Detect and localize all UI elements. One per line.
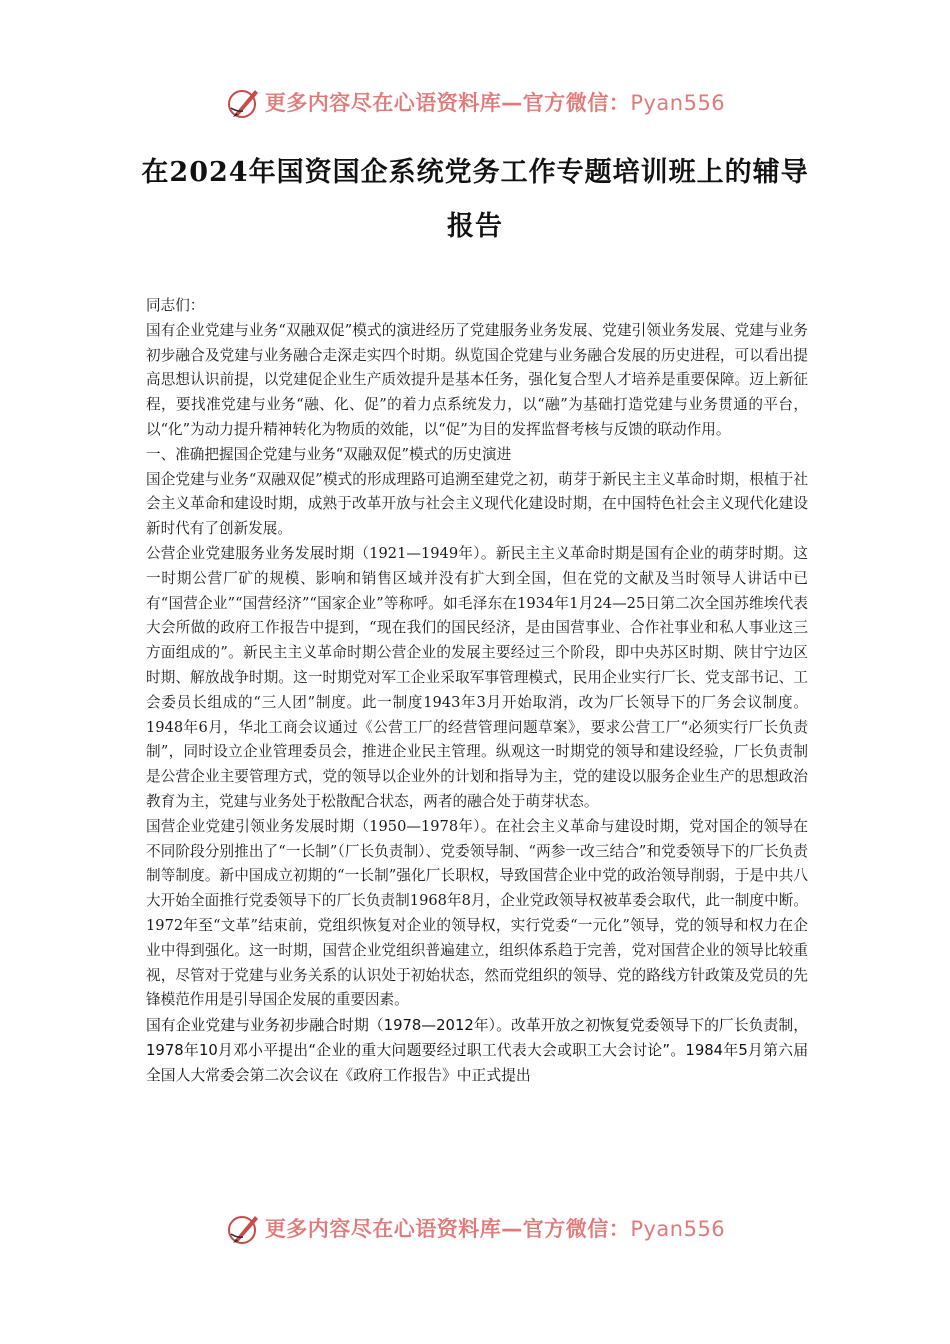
- quill-pen-logo-icon: [225, 84, 261, 120]
- body-paragraph: 国有企业党建与业务初步融合时期（1978—2012年）。改革开放之初恢复党委领导下的厂长负责制，1978年10月邓小平提出“企业的重大问题要经过职工代表大会或职工大会讨论”。1984年5月第六届全国人大常委会第二次会议在《政府工作报告》中正式提出: [146, 1017, 808, 1085]
- banner-text: 更多内容尽在心语资料库—官方微信：Pyan556: [264, 91, 726, 115]
- body-paragraph: 公营企业党建服务业务发展时期（1921—1949年）。新民主主义革命时期是国有企业的萌芽时期。这一时期公营厂矿的规模、影响和销售区域并没有扩大到全国，但在党的文献及当时领导人讲话中已有“国营企业”“国营经济”“国家企业”等称呼。如毛泽东在1934年1月24—25日第二次全国苏维埃代表大会所做的政府工作报告中提到，“现在我们的国民经济，是由国营事业、合作社事业和私人事业这三方面组成的”。新民主主义革命时期公营企业的发展主要经过三个阶段，即中央苏区时期、陕甘宁边区时期、解放战争时期。这一时期党对军工企业采取军事管理模式，民用企业实行厂长、党支部书记、工会委员长组成的“三人团”制度。此一制度1943年3月开始取消，改为厂长领导下的厂务会议制度。1948年6月，华北工商会议通过《公营工厂的经营管理问题草案》，要求公营工厂“必须实行厂长负责制”，同时设立企业管理委员会，推进企业民主管理。纵观这一时期党的领导和建设经验，厂长负责制是公营企业主要管理方式，党的领导以企业外的计划和指导为主，党的建设以服务企业生产的思想政治教育为主，党建与业务处于松散配合状态，两者的融合处于萌芽状态。: [146, 544, 808, 810]
- document-title: 在2024年国资国企系统党务工作专题培训班上的辅导报告: [141, 157, 809, 242]
- intro-paragraph: 国有企业党建与业务“双融双促”模式的演进经历了党建服务业务发展、党建引领业务发展、党建与业务初步融合及党建与业务融合走深走实四个时期。纵览国企党建与业务融合发展的历史进程，可以看出提高思想认识前提，以党建促企业生产质效提升是基本任务，强化复合型人才培养是重要保障。迈上新征程，要找准党建与业务“融、化、促”的着力点系统发力，以“融”为基础打造党建与业务贯通的平台，以“化”为动力提升精神转化为物质的效能，以“促”为目的发挥监督考核与反馈的联动作用。: [146, 321, 808, 438]
- section-heading: 一、准确把握国企党建与业务“双融双促”模式的历史演进: [146, 445, 512, 463]
- footer-banner: [0, 1208, 950, 1248]
- banner-account: Pyan556: [630, 91, 726, 115]
- document-body: [146, 294, 808, 1088]
- body-paragraph: 国企党建与业务“双融双促”模式的形成理路可追溯至建党之初，萌芽于新民主主义革命时期，根植于社会主义革命和建设时期，成熟于改革开放与社会主义现代化建设时期，在中国特色社会主义现代化建设新时代有了创新发展。: [146, 470, 808, 538]
- header-banner: [0, 82, 950, 122]
- quill-pen-logo-icon: [225, 1210, 261, 1246]
- salutation: 同志们：: [146, 297, 205, 314]
- body-paragraph: 国营企业党建引领业务发展时期（1950—1978年）。在社会主义革命与建设时期，党对国企的领导在不同阶段分别推出了“一长制”（厂长负责制）、党委领导制、“两参一改三结合”和党委领导下的厂长负责制等制度。新中国成立初期的“一长制”强化厂长职权，导致国营企业中党的政治领导削弱，于是中共八大开始全面推行党委领导下的厂长负责制1968年8月，企业党政领导权被革委会取代，此一制度中断。1972年至“文革”结束前，党组织恢复对企业的领导权，实行党委“一元化”领导，党的领导和权力在企业中得到强化。这一时期，国营企业党组织普遍建立，组织体系趋于完善，党对国营企业的领导比较重视，尽管对于党建与业务关系的认识处于初始状态，然而党组织的领导、党的路线方针政策及党员的先锋模范作用是引导国企发展的重要因素。: [146, 817, 808, 1009]
- banner-text: 更多内容尽在心语资料库—官方微信：Pyan556: [264, 1217, 726, 1241]
- banner-account: Pyan556: [630, 1217, 726, 1241]
